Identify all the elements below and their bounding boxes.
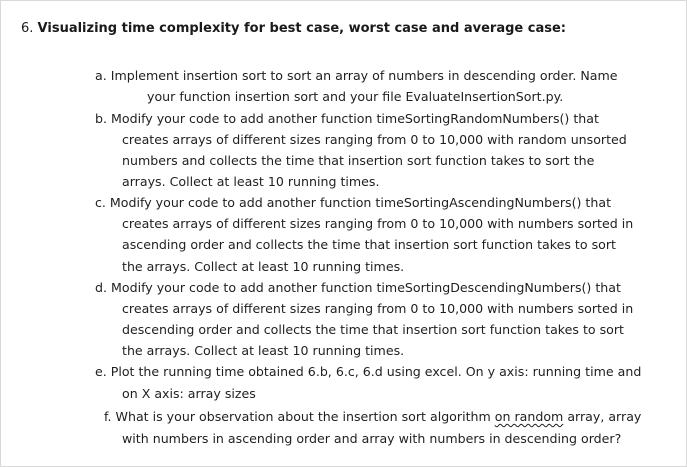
item-f-line-1 (104, 409, 641, 424)
item-b-line-4: arrays. Collect at least 10 running times. (122, 174, 380, 189)
question-number: 6. (21, 21, 34, 36)
item-d-line-2: creates arrays of different sizes ranging from 0 to 10,000 with numbers sorted in (122, 301, 634, 316)
item-d-line-1: d. Modify your code to add another function timeSortingDescendingNumbers() that (95, 280, 621, 295)
item-a-line-1: a. Implement insertion sort to sort an array of numbers in descending order. Name (95, 68, 618, 83)
spellcheck-underline-on-random: on random (494, 409, 564, 424)
item-d-line-3: descending order and collects the time that insertion sort function takes to sort (122, 322, 624, 337)
item-b-line-2: creates arrays of different sizes ranging from 0 to 10,000 with random unsorted (122, 132, 627, 147)
item-d-line-4: the arrays. Collect at least 10 running times. (122, 343, 405, 358)
item-e-line-2: on X axis: array sizes (122, 386, 256, 401)
question-heading (21, 21, 566, 36)
item-b-line-3: numbers and collects the time that insertion sort function takes to sort the (122, 153, 595, 168)
item-f-text-before: f. What is your observation about the insertion sort algorithm (104, 409, 495, 424)
item-a-line-2: your function insertion sort and your file EvaluateInsertionSort.py. (147, 89, 564, 104)
item-c-line-3: ascending order and collects the time that insertion sort function takes to sort (122, 237, 616, 252)
item-c-line-1: c. Modify your code to add another function timeSortingAscendingNumbers() that (95, 195, 612, 210)
item-c-line-4: the arrays. Collect at least 10 running times. (122, 259, 405, 274)
item-c-line-2: creates arrays of different sizes ranging from 0 to 10,000 with numbers sorted in (122, 216, 634, 231)
item-f-line-2: with numbers in ascending order and array with numbers in descending order? (122, 431, 622, 446)
item-e-line-1: e. Plot the running time obtained 6.b, 6.c, 6.d using excel. On y axis: running time and (95, 364, 642, 379)
item-f-text-after: array, array (563, 409, 642, 424)
question-title: Visualizing time complexity for best case, worst case and average case: (37, 21, 566, 36)
item-b-line-1: b. Modify your code to add another function timeSortingRandomNumbers() that (95, 111, 599, 126)
